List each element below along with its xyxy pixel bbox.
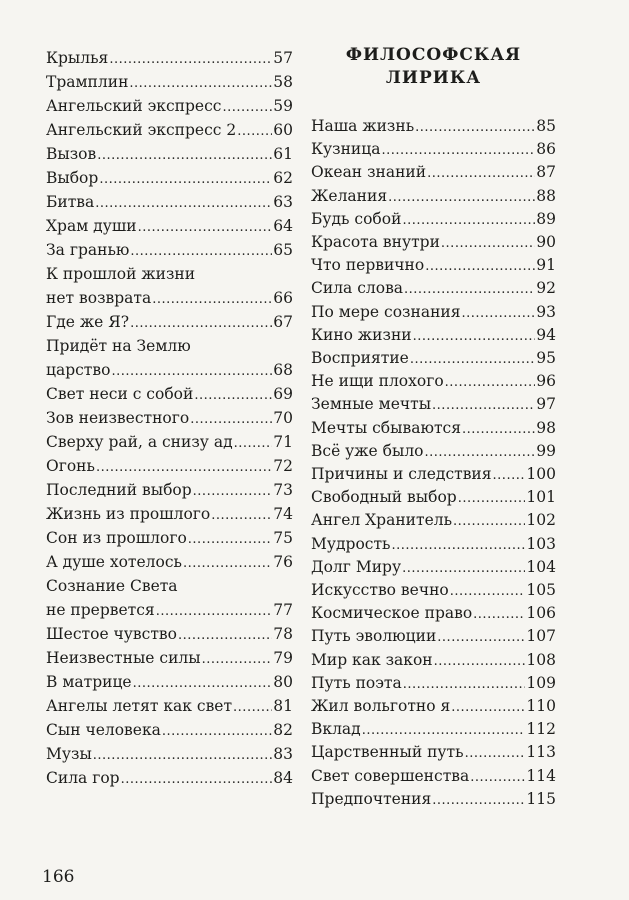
toc-entry xyxy=(46,144,293,166)
toc-entry-page: 74 xyxy=(273,505,293,523)
toc-entry-page: 88 xyxy=(536,187,556,205)
toc-leader-dots xyxy=(178,624,272,646)
toc-leader-dots xyxy=(451,696,525,718)
toc-entry-page: 66 xyxy=(273,289,293,307)
toc-leader-dots xyxy=(93,744,272,766)
toc-entry-page: 61 xyxy=(273,145,293,163)
toc-entry-page: 86 xyxy=(536,140,556,158)
toc-leader-dots xyxy=(391,534,525,556)
toc-entry-page: 94 xyxy=(536,326,556,344)
toc-leader-dots xyxy=(458,487,526,509)
toc-entry xyxy=(46,528,293,550)
toc-entry-title: Мудрость xyxy=(311,535,391,553)
toc-entry-title: В матрице xyxy=(46,673,132,691)
toc-entry-title: Ангельский экспресс xyxy=(46,97,222,115)
toc-entry-page: 114 xyxy=(526,767,556,785)
toc-entry-page: 106 xyxy=(526,604,556,622)
toc-entry xyxy=(311,534,556,556)
toc-entry-page: 73 xyxy=(273,481,293,499)
toc-leader-dots xyxy=(130,312,272,334)
toc-leader-dots xyxy=(188,528,272,550)
toc-entry-page: 63 xyxy=(273,193,293,211)
toc-entry-page: 97 xyxy=(536,395,556,413)
toc-entry-title: Сын человека xyxy=(46,721,161,739)
toc-entry-title: За гранью xyxy=(46,241,130,259)
toc-entry-title: Океан знаний xyxy=(311,163,427,181)
toc-leader-dots xyxy=(432,394,535,416)
toc-entry-title: Не ищи плохого xyxy=(311,372,444,390)
toc-entry xyxy=(311,441,556,463)
toc-entry xyxy=(311,789,556,811)
toc-leader-dots xyxy=(193,480,273,502)
toc-leader-dots xyxy=(95,192,272,214)
toc-entry xyxy=(46,96,293,118)
toc-entry xyxy=(311,742,556,764)
toc-entry-title: Музы xyxy=(46,745,92,763)
toc-entry-title: Космическое право xyxy=(311,604,473,622)
toc-entry-page: 70 xyxy=(273,409,293,427)
toc-entry-page: 68 xyxy=(273,361,293,379)
toc-entry xyxy=(311,278,556,300)
toc-leader-dots xyxy=(111,360,272,382)
toc-entry-page: 79 xyxy=(273,649,293,667)
toc-entry-title: Долг Миру xyxy=(311,558,402,576)
toc-entry-title: Путь эволюции xyxy=(311,627,437,645)
toc-entry-title: Земные мечты xyxy=(311,395,432,413)
toc-entry-title: Кузница xyxy=(311,140,381,158)
toc-entry xyxy=(311,162,556,184)
toc-entry-page: 71 xyxy=(273,433,293,451)
toc-entry-title: Свет неси с собой xyxy=(46,385,194,403)
toc-entry-title: нет возврата xyxy=(46,289,152,307)
toc-leader-dots xyxy=(445,371,536,393)
toc-leader-dots xyxy=(211,504,272,526)
toc-entry-page: 102 xyxy=(526,511,556,529)
toc-entry-title: Восприятие xyxy=(311,349,409,367)
page-number: 166 xyxy=(42,867,75,887)
toc-leader-dots xyxy=(415,116,535,138)
toc-entry-page: 110 xyxy=(526,697,556,715)
toc-entry xyxy=(46,624,293,646)
toc-entry xyxy=(46,672,293,694)
toc-entry xyxy=(311,766,556,788)
toc-entry-title: Огонь xyxy=(46,457,95,475)
toc-leader-dots xyxy=(434,650,526,672)
toc-entry-page: 82 xyxy=(273,721,293,739)
toc-entry-title: Красота внутри xyxy=(311,233,440,251)
toc-entry-title: Сила гор xyxy=(46,769,120,787)
toc-entry-page: 92 xyxy=(536,279,556,297)
toc-leader-dots xyxy=(97,144,272,166)
toc-entry-title: Выбор xyxy=(46,169,99,187)
toc-entry-page: 65 xyxy=(273,241,293,259)
toc-entry-title: Жизнь из прошлого xyxy=(46,505,211,523)
toc-leader-dots xyxy=(410,348,535,370)
toc-entry-title: Царственный путь xyxy=(311,743,464,761)
toc-entry-page: 81 xyxy=(273,697,293,715)
toc-entry xyxy=(46,696,293,718)
toc-entry xyxy=(46,720,293,742)
toc-entry-page: 60 xyxy=(273,121,293,139)
toc-entry xyxy=(311,418,556,440)
toc-entry-page: 113 xyxy=(526,743,556,761)
toc-entry-page: 109 xyxy=(526,674,556,692)
toc-entry xyxy=(311,464,556,486)
toc-leader-dots xyxy=(473,603,525,625)
toc-entry-page: 75 xyxy=(273,529,293,547)
toc-entry-page: 107 xyxy=(526,627,556,645)
toc-entry xyxy=(46,192,293,214)
toc-entry-page: 89 xyxy=(536,210,556,228)
toc-entry xyxy=(311,302,556,324)
toc-entry-page: 85 xyxy=(536,117,556,135)
toc-entry xyxy=(311,116,556,138)
toc-leader-dots xyxy=(156,600,273,622)
toc-entry-title: не прервется xyxy=(46,601,155,619)
toc-entry-title-line1: Придёт на Землю xyxy=(46,337,191,355)
toc-entry xyxy=(311,650,556,672)
toc-entry xyxy=(311,487,556,509)
toc-entry-title: Ангельский экспресс 2 xyxy=(46,121,237,139)
toc-entry-page: 99 xyxy=(536,442,556,460)
toc-entry xyxy=(311,371,556,393)
toc-leader-dots xyxy=(437,626,525,648)
toc-entry-title: Кино жизни xyxy=(311,326,412,344)
toc-leader-dots xyxy=(194,384,272,406)
toc-entry-title: Ангелы летят как свет xyxy=(46,697,233,715)
toc-entry-title: Вызов xyxy=(46,145,97,163)
toc-entry xyxy=(46,504,293,526)
toc-entry xyxy=(311,209,556,231)
toc-entry-page: 112 xyxy=(526,720,556,738)
toc-leader-dots xyxy=(96,456,272,478)
toc-entry xyxy=(311,626,556,648)
toc-entry-page: 108 xyxy=(526,651,556,669)
toc-entry xyxy=(311,696,556,718)
toc-leader-dots xyxy=(222,96,272,118)
toc-entry-title: Всё уже было xyxy=(311,442,424,460)
toc-entry-title: Будь собой xyxy=(311,210,402,228)
toc-leader-dots xyxy=(462,302,536,324)
toc-entry-title: Путь поэта xyxy=(311,674,402,692)
section-title-line1: ФИЛОСОФСКАЯ xyxy=(345,45,522,65)
toc-entry-page: 76 xyxy=(273,553,293,571)
toc-leader-dots xyxy=(402,557,525,579)
toc-entry-page: 83 xyxy=(273,745,293,763)
toc-entry-title: Жил вольготно я xyxy=(311,697,451,715)
toc-entry xyxy=(46,360,293,382)
toc-entry-title: А душе хотелось xyxy=(46,553,182,571)
toc-entry-page: 87 xyxy=(536,163,556,181)
toc-entry-page: 80 xyxy=(273,673,293,691)
toc-leader-dots xyxy=(493,464,526,486)
toc-entry-page: 100 xyxy=(526,465,556,483)
toc-entry-page: 64 xyxy=(273,217,293,235)
toc-leader-dots xyxy=(427,162,535,184)
toc-leader-dots xyxy=(381,139,535,161)
toc-leader-dots xyxy=(441,232,535,254)
toc-leader-dots xyxy=(109,48,272,70)
toc-entry-page: 57 xyxy=(273,49,293,67)
toc-entry-title: Трамплин xyxy=(46,73,129,91)
toc-entry-page: 104 xyxy=(526,558,556,576)
toc-entry xyxy=(311,255,556,277)
toc-entry xyxy=(311,719,556,741)
toc-entry xyxy=(46,120,293,142)
toc-entry-title: Сверху рай, а снизу ад xyxy=(46,433,233,451)
toc-leader-dots xyxy=(402,209,535,231)
toc-entry-page: 59 xyxy=(273,97,293,115)
toc-entry-title: Храм души xyxy=(46,217,137,235)
toc-entry-title: Шестое чувство xyxy=(46,625,177,643)
toc-entry xyxy=(46,312,293,334)
toc-leader-dots xyxy=(453,510,525,532)
toc-leader-dots xyxy=(162,720,272,742)
toc-leader-dots xyxy=(470,766,525,788)
toc-entry xyxy=(46,288,293,310)
toc-entry-page: 72 xyxy=(273,457,293,475)
toc-entry xyxy=(311,348,556,370)
toc-entry xyxy=(46,768,293,790)
toc-leader-dots xyxy=(233,696,272,718)
toc-entry-title: Свободный выбор xyxy=(311,488,457,506)
toc-entry xyxy=(311,557,556,579)
toc-entry xyxy=(311,580,556,602)
toc-leader-dots xyxy=(121,768,273,790)
toc-entry-title: Желания xyxy=(311,187,388,205)
toc-entry-page: 103 xyxy=(526,535,556,553)
toc-entry xyxy=(46,480,293,502)
toc-entry xyxy=(46,648,293,670)
toc-entry-title: Искусство вечно xyxy=(311,581,449,599)
toc-entry-page: 84 xyxy=(273,769,293,787)
toc-entry xyxy=(46,552,293,574)
toc-entry-title: Ангел Хранитель xyxy=(311,511,453,529)
toc-entry-title: Где же Я? xyxy=(46,313,130,331)
toc-entry-title: Что первично xyxy=(311,256,425,274)
toc-entry-title-line1: Сознание Света xyxy=(46,577,178,595)
toc-entry-title: Предпочтения xyxy=(311,790,432,808)
toc-leader-dots xyxy=(99,168,272,190)
toc-entry xyxy=(46,216,293,238)
section-title xyxy=(311,44,556,90)
toc-entry xyxy=(311,325,556,347)
toc-entry-title: Причины и следствия xyxy=(311,465,492,483)
toc-entry xyxy=(311,603,556,625)
toc-leader-dots xyxy=(404,278,535,300)
toc-entry xyxy=(311,186,556,208)
toc-entry-page: 78 xyxy=(273,625,293,643)
toc-entry-page: 67 xyxy=(273,313,293,331)
toc-leader-dots xyxy=(362,719,526,741)
toc-entry-page: 101 xyxy=(526,488,556,506)
toc-leader-dots xyxy=(388,186,535,208)
toc-entry xyxy=(46,384,293,406)
toc-entry-title: Свет совершенства xyxy=(311,767,470,785)
toc-leader-dots xyxy=(450,580,526,602)
toc-entry xyxy=(311,673,556,695)
toc-entry-title: Сон из прошлого xyxy=(46,529,187,547)
toc-leader-dots xyxy=(425,255,535,277)
section-title-line2: ЛИРИКА xyxy=(385,68,482,88)
toc-leader-dots xyxy=(465,742,526,764)
toc-entry-title: Крылья xyxy=(46,49,109,67)
toc-entry-page: 91 xyxy=(536,256,556,274)
toc-entry-title: Неизвестные силы xyxy=(46,649,201,667)
toc-entry xyxy=(46,48,293,70)
toc-entry xyxy=(46,408,293,430)
toc-entry-page: 93 xyxy=(536,303,556,321)
toc-entry-page: 115 xyxy=(526,790,556,808)
toc-entry xyxy=(46,72,293,94)
toc-entry xyxy=(46,432,293,454)
toc-entry xyxy=(46,168,293,190)
toc-entry-page: 58 xyxy=(273,73,293,91)
toc-leader-dots xyxy=(234,432,273,454)
toc-entry-title: Сила слова xyxy=(311,279,404,297)
toc-entry-page: 96 xyxy=(536,372,556,390)
toc-entry-title: Зов неизвестного xyxy=(46,409,190,427)
toc-entry-title: По мере сознания xyxy=(311,303,461,321)
toc-entry-page: 105 xyxy=(526,581,556,599)
toc-leader-dots xyxy=(152,288,272,310)
toc-leader-dots xyxy=(425,441,536,463)
toc-leader-dots xyxy=(133,672,273,694)
toc-entry xyxy=(46,456,293,478)
toc-entry-title: царство xyxy=(46,361,111,379)
toc-leader-dots xyxy=(129,72,272,94)
toc-entry-title: Наша жизнь xyxy=(311,117,415,135)
toc-leader-dots xyxy=(190,408,272,430)
toc-entry xyxy=(46,744,293,766)
toc-leader-dots xyxy=(432,789,525,811)
toc-leader-dots xyxy=(403,673,526,695)
toc-entry-title: Мечты сбываются xyxy=(311,419,461,437)
toc-entry xyxy=(46,600,293,622)
toc-entry-page: 95 xyxy=(536,349,556,367)
toc-leader-dots xyxy=(462,418,535,440)
toc-leader-dots xyxy=(130,240,272,262)
toc-entry-title: Последний выбор xyxy=(46,481,192,499)
toc-entry-title: Мир как закон xyxy=(311,651,433,669)
toc-entry-page: 62 xyxy=(273,169,293,187)
toc-entry-page: 69 xyxy=(273,385,293,403)
toc-entry xyxy=(311,139,556,161)
toc-entry xyxy=(311,394,556,416)
toc-leader-dots xyxy=(138,216,273,238)
toc-leader-dots xyxy=(202,648,273,670)
toc-entry xyxy=(311,510,556,532)
toc-entry xyxy=(311,232,556,254)
toc-entry-page: 98 xyxy=(536,419,556,437)
toc-leader-dots xyxy=(183,552,272,574)
toc-entry xyxy=(46,240,293,262)
toc-entry-page: 90 xyxy=(536,233,556,251)
toc-entry-page: 77 xyxy=(273,601,293,619)
toc-entry-title: Битва xyxy=(46,193,95,211)
toc-leader-dots xyxy=(237,120,272,142)
toc-entry-title-line1: К прошлой жизни xyxy=(46,265,196,283)
toc-entry-title: Вклад xyxy=(311,720,361,738)
toc-leader-dots xyxy=(413,325,536,347)
